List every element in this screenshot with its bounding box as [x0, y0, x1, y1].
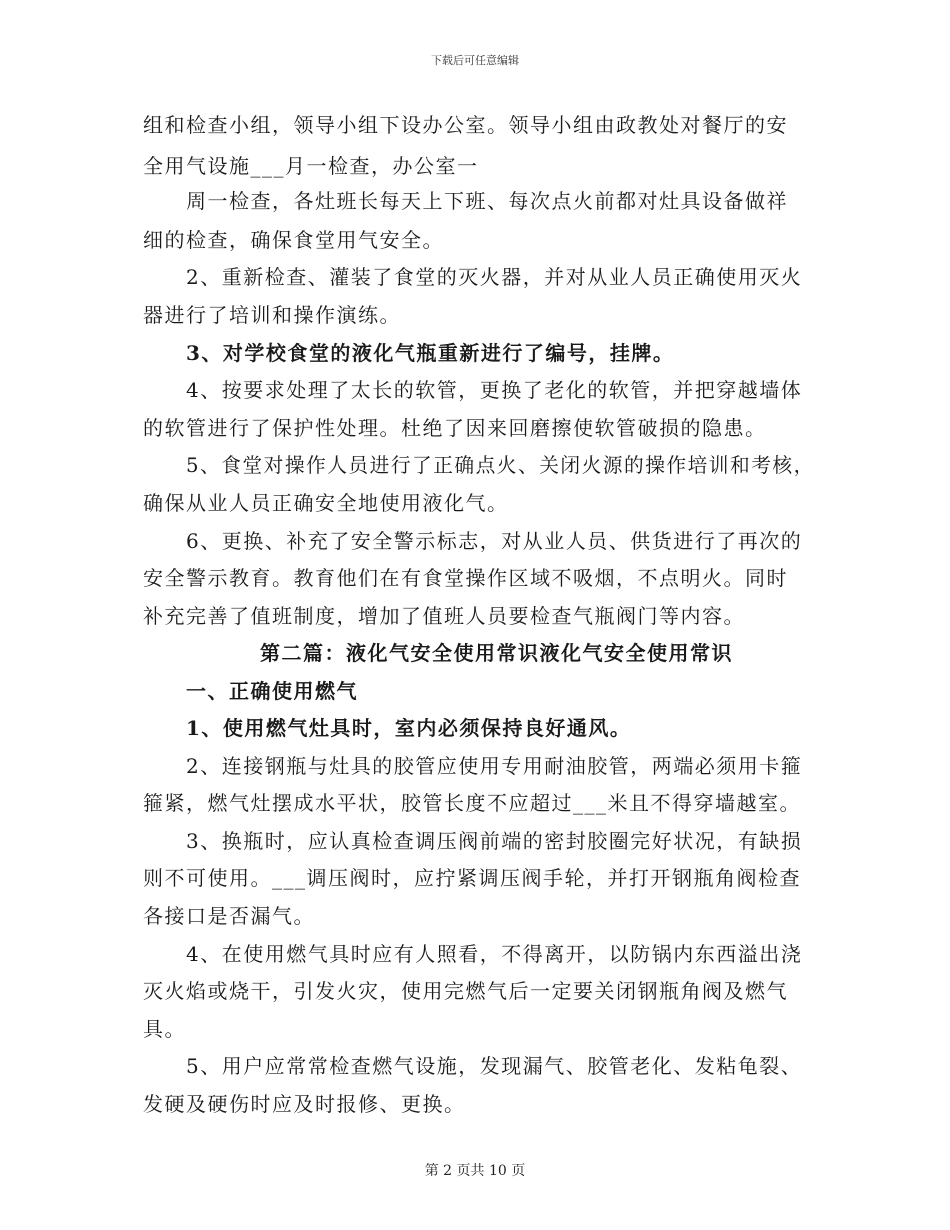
body-line: 4、按要求处理了太长的软管，更换了老化的软管，并把穿越墙体: [186, 378, 803, 402]
body-line: 灭火焰或烧干，引发火灾，使用完燃气后一定要关闭钢瓶角阀及燃气: [143, 979, 788, 1003]
subsection-title: 一、正确使用燃气: [186, 679, 358, 703]
body-line: 器进行了培训和操作演练。: [143, 303, 401, 327]
body-line: 则不可使用。___调压阀时，应拧紧调压阀手轮，并打开钢瓶角阀检查: [143, 866, 801, 890]
body-line: 组和检查小组，领导小组下设办公室。领导小组由政教处对餐厅的安: [143, 113, 788, 137]
bold-line: 1、使用燃气灶具时，室内必须保持良好通风。: [186, 716, 632, 740]
body-line: 确保从业人员正确安全地使用液化气。: [143, 491, 509, 515]
body-line: 4、在使用燃气具时应有人照看，不得离开，以防锅内东西溢出浇: [186, 942, 803, 966]
body-line: 5、食堂对操作人员进行了正确点火、关闭火源的操作培训和考核，: [186, 453, 815, 477]
body-line: 6、更换、补充了安全警示标志，对从业人员、供货进行了再次的: [186, 529, 803, 553]
section-title: 第二篇：液化气安全使用常识液化气安全使用常识: [260, 641, 733, 665]
body-line: 全用气设施___月一检查，办公室一: [143, 154, 479, 178]
body-line: 细的检查，确保食堂用气安全。: [143, 228, 444, 252]
body-line: 的软管进行了保护性处理。杜绝了因来回磨擦使软管破损的隐患。: [143, 416, 767, 440]
body-line: 具。: [143, 1017, 186, 1041]
body-line: 发硬及硬伤时应及时报修、更换。: [143, 1092, 466, 1116]
body-line: 3、换瓶时，应认真检查调压阀前端的密封胶圈完好状况，有缺损: [186, 829, 803, 853]
body-line: 周一检查，各灶班长每天上下班、每次点火前都对灶具设备做祥: [186, 189, 788, 213]
body-line: 5、用户应常常检查燃气设施，发现漏气、胶管老化、发粘龟裂、: [186, 1054, 803, 1078]
body-line: 箍紧，燃气灶摆成水平状，胶管长度不应超过___米且不得穿墙越室。: [143, 791, 801, 815]
bold-line: 3、对学校食堂的液化气瓶重新进行了编号，挂牌。: [186, 341, 675, 365]
page-header: 下载后可任意编辑: [431, 54, 519, 67]
page-footer: 第 2 页共 10 页: [424, 1163, 526, 1179]
body-line: 2、连接钢瓶与灶具的胶管应使用专用耐油胶管，两端必须用卡箍: [186, 754, 803, 778]
body-line: 各接口是否漏气。: [143, 904, 315, 928]
body-line: 2、重新检查、灌装了食堂的灭火器，并对从业人员正确使用灭火: [186, 265, 803, 289]
body-line: 安全警示教育。教育他们在有食堂操作区域不吸烟，不点明火。同时: [143, 566, 788, 590]
body-line: 补充完善了值班制度，增加了值班人员要检查气瓶阀门等内容。: [143, 604, 745, 628]
